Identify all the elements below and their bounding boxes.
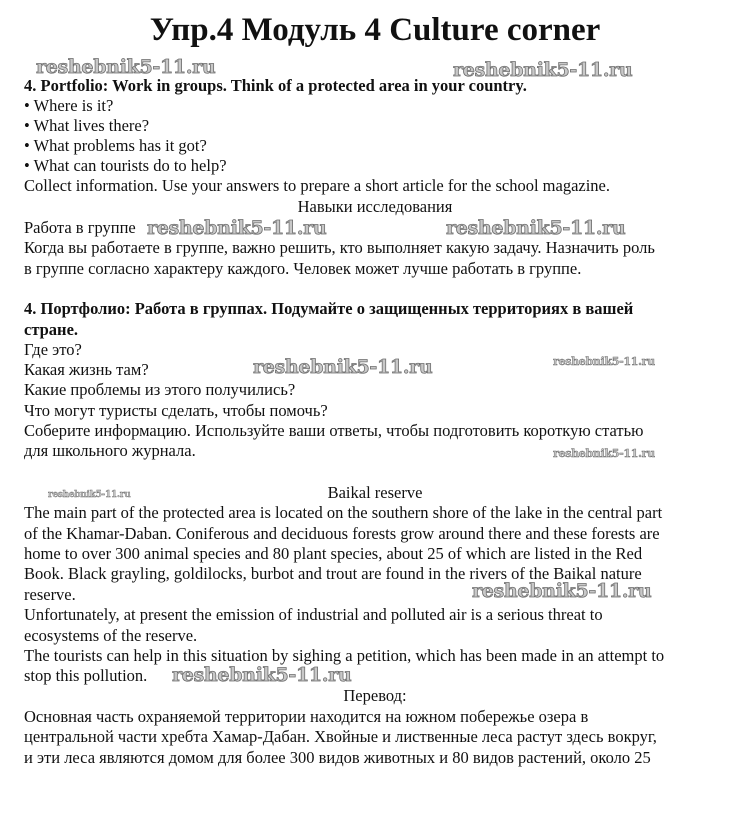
article-line: Unfortunately, at present the emission of industrial and polluted air is a serious threat to bbox=[24, 605, 603, 624]
watermark: reshebnik5-11.ru bbox=[472, 580, 652, 602]
task-en-instruction: Collect information. Use your answers to prepare a short article for the school magazine. bbox=[24, 176, 611, 195]
task-en-heading: 4. Portfolio: Work in groups. Think of a protected area in your country. bbox=[24, 76, 527, 95]
skills-text: Когда вы работаете в группе, важно решить, кто выполняет какую задачу. Назначить роль bbox=[24, 238, 655, 257]
task-en-bullet: • Where is it? bbox=[24, 96, 114, 115]
article-line: The tourists can help in this situation by sighing a petition, which has been made in an attempt to bbox=[24, 646, 665, 665]
translation-heading: Перевод: bbox=[343, 686, 407, 705]
watermark: reshebnik5-11.ru bbox=[147, 217, 327, 239]
watermark: reshebnik5-11.ru bbox=[553, 355, 655, 368]
skills-text: в группе согласно характеру каждого. Человек может лучше работать в группе. bbox=[24, 259, 582, 278]
article-title: Baikal reserve bbox=[327, 483, 423, 502]
watermark: reshebnik5-11.ru bbox=[36, 56, 216, 78]
watermark: reshebnik5-11.ru bbox=[172, 664, 352, 686]
task-ru-instruction: для школьного журнала. bbox=[24, 441, 196, 460]
task-ru-question: Где это? bbox=[24, 340, 82, 359]
watermark: reshebnik5-11.ru bbox=[453, 59, 633, 81]
article-line: Book. Black grayling, goldilocks, burbot and trout are found in the rivers of the Baikal nature bbox=[24, 564, 642, 583]
task-ru-instruction: Соберите информацию. Используйте ваши ответы, чтобы подготовить короткую статью bbox=[24, 421, 644, 440]
task-ru-question: Какая жизнь там? bbox=[24, 360, 149, 379]
article-line: ecosystems of the reserve. bbox=[24, 626, 198, 645]
article-line: home to over 300 animal species and 80 plant species, about 25 of which are listed in the Red bbox=[24, 544, 643, 563]
task-ru-heading: стране. bbox=[24, 320, 79, 339]
translation-line: и эти леса являются домом для более 300 видов животных и 80 видов растений, около 25 bbox=[24, 748, 651, 767]
task-ru-heading: 4. Портфолио: Работа в группах. Подумайте о защищенных территориях в вашей bbox=[24, 299, 634, 318]
watermark: reshebnik5-11.ru bbox=[253, 356, 433, 378]
page-title: Упр.4 Модуль 4 Culture corner bbox=[149, 12, 601, 48]
task-en-bullet: • What lives there? bbox=[24, 116, 150, 135]
task-en-bullet: • What can tourists do to help? bbox=[24, 156, 227, 175]
skills-heading: Навыки исследования bbox=[297, 197, 453, 216]
article-line: of the Khamar-Daban. Coniferous and deciduous forests grow around there and these forests are bbox=[24, 524, 660, 543]
task-ru-question: Что могут туристы сделать, чтобы помочь? bbox=[24, 401, 328, 420]
watermark: reshebnik5-11.ru bbox=[446, 217, 626, 239]
translation-line: центральной части хребта Хамар-Дабан. Хвойные и лиственные леса растут здесь вокруг, bbox=[24, 727, 657, 746]
article-line: reserve. bbox=[24, 585, 76, 604]
task-ru-question: Какие проблемы из этого получились? bbox=[24, 380, 296, 399]
article-line: stop this pollution. bbox=[24, 666, 148, 685]
translation-line: Основная часть охраняемой территории находится на южном побережье озера в bbox=[24, 707, 589, 726]
task-en-bullet: • What problems has it got? bbox=[24, 136, 207, 155]
watermark: reshebnik5-11.ru bbox=[553, 447, 655, 460]
skills-subheading: Работа в группе bbox=[24, 218, 136, 237]
article-line: The main part of the protected area is located on the southern shore of the lake in the central part bbox=[24, 503, 663, 522]
watermark: reshebnik5-11.ru bbox=[48, 490, 131, 500]
